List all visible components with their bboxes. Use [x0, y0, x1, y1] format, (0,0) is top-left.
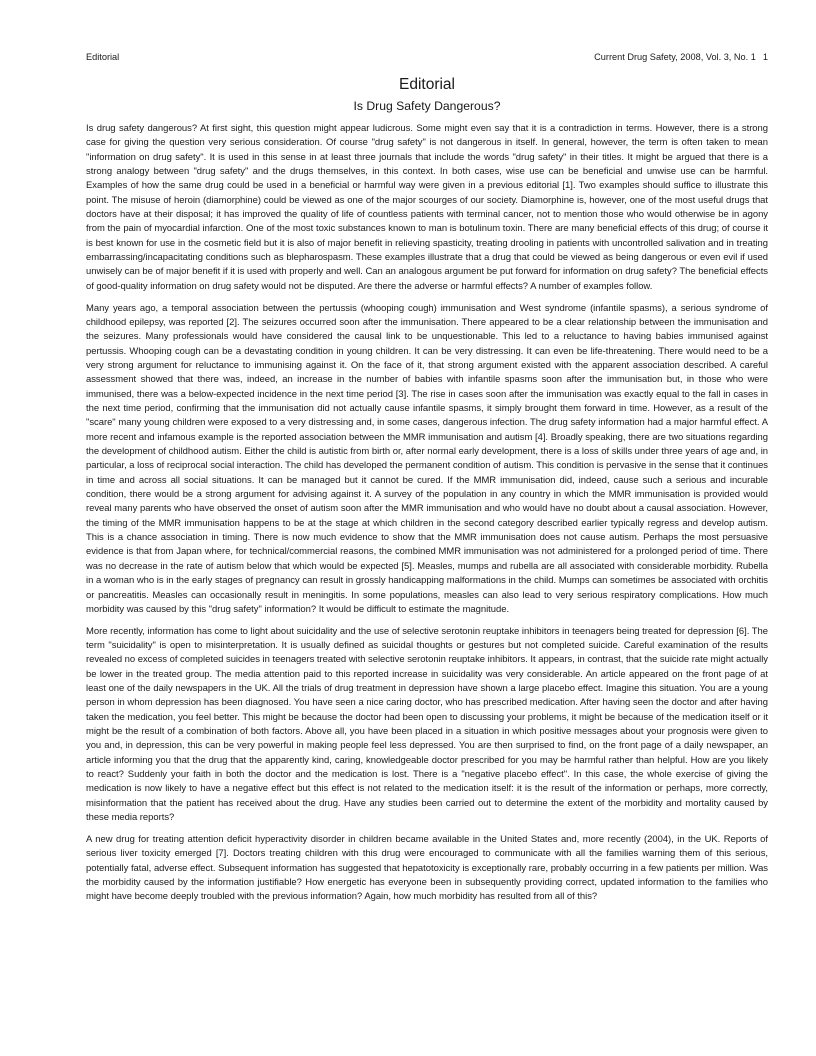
- page-number: 1: [762, 52, 768, 62]
- journal-info: Current Drug Safety, 2008, Vol. 3, No. 1: [594, 52, 756, 62]
- section-label: Editorial: [86, 52, 120, 62]
- paragraph: Is drug safety dangerous? At first sight, this question might appear ludicrous. Some might even say that it is a contradiction in terms. However, there is a strong case for giving the question very serious consideration. Of course "drug safety" is not dangerous in itself. In general, however, the term is often taken to mean "information on drug safety". It is used in this sense in at least three journals that include the words "drug safety" in their titles. It might be argued that there is a strong analogy between "drug safety" and the drugs themselves, in this context. In both cases, wise use can be beneficial and unwise use can be harmful. Examples of how the same drug could be used in a beneficial or harmful way were given in a previous editorial [1]. Two examples should suffice to illustrate this point. The misuse of heroin (diamorphine) could be viewed as one of the major scourges of our society. Diamorphine is, however, one of the most useful drugs that doctors have at their disposal; it has improved the quality of life of countless patients with terminal cancer, not to mention those who would otherwise be in agony from the pain of myocardial infarction. One of the most toxic substances known to man is botulinum toxin. There are many beneficial effects of this drug; of course it is best known for use in the cosmetic field but it is also of major benefit in relieving spasticity, treating drooling in patients with uncontrolled salivation and in treating embarrassing/incapacitating conditions such as blepharospasm. These examples illustrate that a drug that could be viewed as being dangerous or even evil if used unwisely can be of major benefit if it is used with properly and well. Can an analogous argument be put forward for information on drug safety? The beneficial effects of good-quality information on drug safety would not be disputed. Are there the adverse or harmful effects? A number of examples follow.: [86, 123, 768, 292]
- article-body: [86, 122, 768, 912]
- paragraph: Many years ago, a temporal association between the pertussis (whooping cough) immunisation and West syndrome (infantile spasms), a serious syndrome of childhood epilepsy, was reported [2]. The seizures occurred soon after the immunisation. There appeared to be a clear relationship between the immunisation and the seizures. Many professionals would have considered the causal link to be unquestionable. This led to a reluctance to having babies immunised against pertussis. Whooping cough can be a devastating condition in young children. It can be very distressing. It can even be life-threatening. There would need to be a very strong argument for reluctance to immunising against it. On the face of it, that strong argument existed with the apparent association described. A careful assessment showed that there was, indeed, an increase in the number of babies with infantile spasms soon after the immunisation but, in those who were immunised, there was a below-expected incidence in the next time period [3]. The rise in cases soon after the immunisation was exactly equal to the fall in cases in the next time period, confirming that the immunisation did not actually cause infantile spasms, it simply brought them forward in time. However, as a result of the "scare" many young children were exposed to a very distressing and, in some cases, dangerous infection. The drug safety information had a major harmful effect. A more recent and infamous example is the reported association between the MMR immunisation and autism [4]. Broadly speaking, there are two situations regarding the development of childhood autism. Either the child is autistic from birth or, after normal early development, there is a loss of skills under three years of age and, in particular, a loss of reciprocal social interaction. The child has developed the permanent condition of autism. This condition is pervasive in the sense that it continues in time and across all social situations. It can be managed but it cannot be cured. If the MMR immunisation did, indeed, cause such a serious and incurable condition, there would be a strong argument for advising against it. A survey of the population in any country in which the MMR immunisation is provided would reveal many parents who have observed the onset of autism soon after the MMR immunisation and who would have no doubt about a causal association. However, the timing of the MMR immunisation happens to be at the stage at which children in the second category described earlier typically regress and develop autism. This is a chance association in timing. There is now much evidence to show that the MMR immunisation does not cause autism. Perhaps the most persuasive evidence is that from Japan where, for technical/commercial reasons, the combined MMR immunisation was not administered for a prolonged period of time. There was no decrease in the rate of autism below that which would be expected [5]. Measles, mumps and rubella are all associated with considerable morbidity. Rubella in a woman who is in the early stages of pregnancy can result in grossly handicapping malformations in the child. Mumps can sometimes be associated with orchitis or pancreatitis. Measles can occasionally result in meningitis. In some populations, measles can also lead to very serious respiratory complications. How much morbidity was caused by this "drug safety" information? It would be difficult to estimate the magnitude.: [86, 302, 768, 615]
- article-heading: Editorial: [399, 76, 455, 93]
- paragraph: More recently, information has come to light about suicidality and the use of selective serotonin reuptake inhibitors in teenagers being treated for depression [6]. The term "suicidality" is open to misinterpretation. It is usually defined as suicidal thoughts or gestures but not completed suicide. Careful examination of the results revealed no excess of completed suicides in teenagers treated with selective serotonin reuptake inhibitors. It appears, in contrast, that the suicide rate might actually be lower in the treated group. The media attention paid to this reported increase in suicidality was very considerable. An article appeared on the front page of at least one of the daily newspapers in the UK. All the trials of drug treatment in depression have shown a large placebo effect. Imagine this situation. You are a young person in whom depression has been diagnosed. You have seen a nice caring doctor, who has prescribed medication. After having seen the doctor and after having taken the medication, you feel better. This might be because the doctor had been open to discussing your problems, it might be because of the medication itself or it might be the result of a combination of both factors. Above all, you have been placed in a situation in which positive messages about your prognosis were given to you and, in depression, this can be very powerful in making people feel less depressed. You are then surprised to find, on the front page of a daily newspaper, an article informing you that the drug that the apparently kind, caring, knowledgeable doctor prescribed for you may be harmful rather than helpful. How are you likely to react? Suddenly your faith in both the doctor and the medication is lost. There is a "negative placebo effect". In this case, the whole exercise of giving the medication is now likely to have a negative effect but this effect is not related to the medication itself: it is the result of the information or perhaps, more correctly, misinformation that the patient has received about the drug. Have any studies been carried out to determine the extent of the morbidity and mortality caused by these media reports?: [86, 625, 768, 824]
- journal-citation: [594, 50, 768, 64]
- running-header: [86, 50, 768, 64]
- article-title: Is Drug Safety Dangerous?: [353, 99, 501, 113]
- paragraph: A new drug for treating attention deficit hyperactivity disorder in children became available in the United States and, more recently (2004), in the UK. Reports of serious liver toxicity emerged [7]. Doctors treating children with this drug were encouraged to communicate with all the families warning them of this serious, potentially fatal, adverse effect. Subsequent information has suggested that hepatotoxicity is exceptionally rare, probably occurring in a few patients per million. Was the morbidity caused by the information justifiable? How energetic has everyone been in subsequently providing correct, updated information to the families who might have become deeply troubled with the previous information? Again, how much morbidity has resulted from all of this?: [86, 834, 768, 903]
